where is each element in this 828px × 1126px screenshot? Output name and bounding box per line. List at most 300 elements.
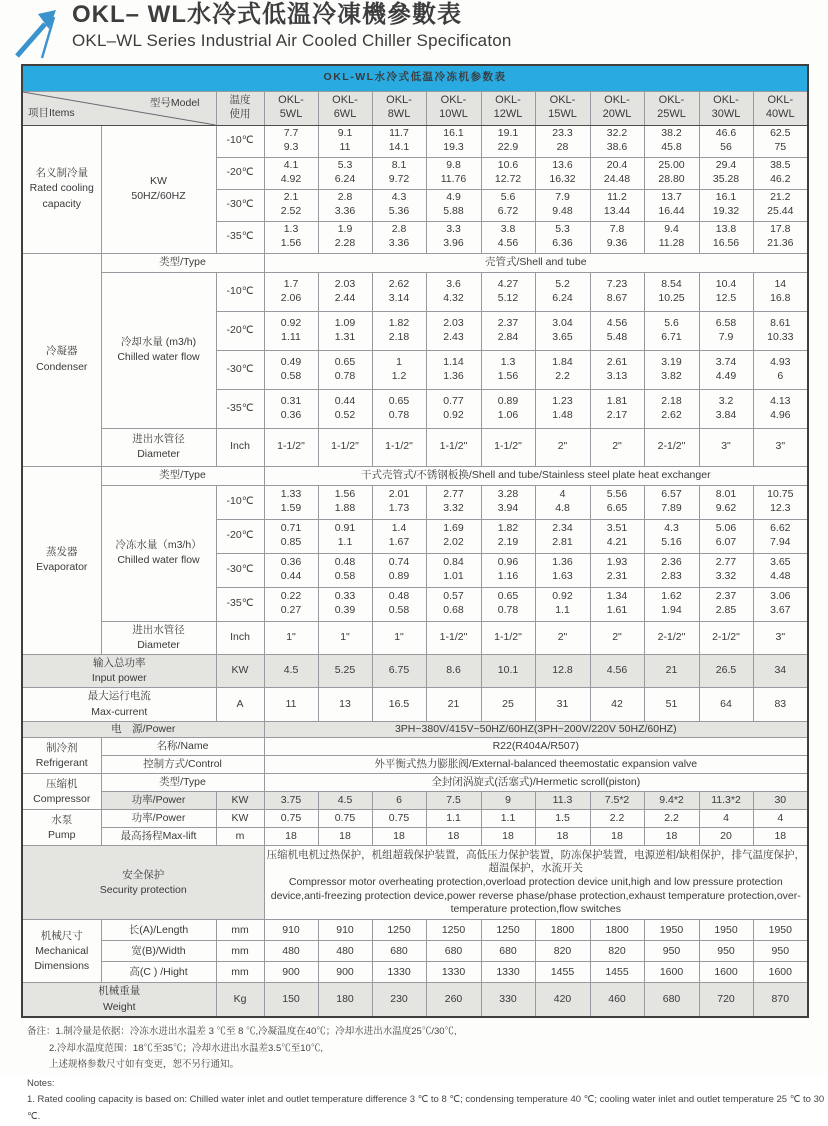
condenser-flow-cell: 3.6 4.32 [426, 272, 481, 311]
pump-power-label: 功率/Power [101, 810, 216, 828]
temp-label: -10℃ [216, 125, 264, 157]
evaporator-flow-cell: 2.77 3.32 [699, 553, 753, 587]
evaporator-flow-cell: 5.06 6.07 [699, 519, 753, 553]
pump-lift-cell: 18 [372, 828, 426, 846]
condenser-flow-cell: 0.44 0.52 [318, 389, 372, 428]
capacity-cell: 21.2 25.44 [753, 189, 808, 221]
capacity-cell: 16.1 19.3 [426, 125, 481, 157]
footnotes [27, 1024, 828, 1126]
condenser-flow-cell: 1.3 1.56 [481, 350, 535, 389]
spec-table [21, 64, 809, 1018]
diameter-cell: 2" [535, 621, 590, 654]
evaporator-flow-cell: 0.57 0.68 [426, 587, 481, 621]
compressor-type-value: 全封闭涡旋式(活塞式)/Hermetic scroll(piston) [264, 774, 808, 792]
condenser-flow-cell: 2.37 2.84 [481, 311, 535, 350]
input-power-cell: 6.75 [372, 654, 426, 687]
capacity-cell: 13.7 16.44 [644, 189, 699, 221]
model-header-cell: OKL- 30WL [699, 91, 753, 125]
pump-power-cell: 2.2 [590, 810, 644, 828]
dimension-cell: 900 [264, 962, 318, 983]
dimension-cell: 820 [590, 941, 644, 962]
condenser-flow-cell: 4.56 5.48 [590, 311, 644, 350]
diameter-cell: 1-1/2" [372, 428, 426, 466]
condenser-flow-cell: 5.2 6.24 [535, 272, 590, 311]
weight-cell: 180 [318, 983, 372, 1017]
refrigerant-name-value: R22(R404A/R507) [264, 738, 808, 756]
dimension-cell: 680 [372, 941, 426, 962]
dimension-cell: 1800 [590, 920, 644, 941]
max-current-cell: 31 [535, 688, 590, 721]
capacity-cell: 5.6 6.72 [481, 189, 535, 221]
unit-label: KW [216, 810, 264, 828]
dimension-cell: 1455 [535, 962, 590, 983]
condenser-flow-cell: 4.27 5.12 [481, 272, 535, 311]
diameter-cell: 2" [535, 428, 590, 466]
temp-label: -35℃ [216, 389, 264, 428]
max-current-cell: 16.5 [372, 688, 426, 721]
pump-power-cell: 4 [753, 810, 808, 828]
pump-power-cell: 1.5 [535, 810, 590, 828]
weight-label: 机械重量 Weight [22, 983, 216, 1017]
evaporator-flow-cell: 1.69 2.02 [426, 519, 481, 553]
weight-cell: 420 [535, 983, 590, 1017]
capacity-cell: 2.1 2.52 [264, 189, 318, 221]
items-label: 项目Items [28, 106, 75, 119]
capacity-cell: 3.3 3.96 [426, 221, 481, 253]
input-power-cell: 5.25 [318, 654, 372, 687]
input-power-cell: 21 [644, 654, 699, 687]
capacity-cell: 4.3 5.36 [372, 189, 426, 221]
model-header-cell: OKL- 5WL [264, 91, 318, 125]
evaporator-flow-cell: 2.34 2.81 [535, 519, 590, 553]
capacity-cell: 32.2 38.6 [590, 125, 644, 157]
evaporator-flow-cell: 3.28 3.94 [481, 485, 535, 519]
condenser-flow-cell: 7.23 8.67 [590, 272, 644, 311]
condenser-flow-cell: 0.49 0.58 [264, 350, 318, 389]
weight-cell: 260 [426, 983, 481, 1017]
evaporator-flow-cell: 0.91 1.1 [318, 519, 372, 553]
condenser-diameter-label: 进出水管径 Diameter [101, 428, 216, 466]
power-supply-label: 电 源/Power [22, 721, 264, 738]
temp-label: -20℃ [216, 311, 264, 350]
dimensions-label: 机械尺寸 Mechanical Dimensions [22, 920, 101, 983]
condenser-type-value: 壳管式/Shell and tube [264, 253, 808, 272]
rated-cooling-label: 名义制冷量 Rated cooling capacity [22, 125, 101, 253]
evaporator-flow-cell: 6.62 7.94 [753, 519, 808, 553]
condenser-flow-cell: 10.4 12.5 [699, 272, 753, 311]
evaporator-type-value: 干式壳管式/不锈钢板换/Shell and tube/Stainless steel plate heat exchanger [264, 466, 808, 485]
capacity-cell: 62.5 75 [753, 125, 808, 157]
pump-lift-cell: 18 [481, 828, 535, 846]
condenser-flow-label: 冷却水量 (m3/h) Chilled water flow [101, 272, 216, 428]
pump-power-cell: 2.2 [644, 810, 699, 828]
dimension-cell: 1330 [426, 962, 481, 983]
capacity-cell: 7.7 9.3 [264, 125, 318, 157]
condenser-type-label: 类型/Type [101, 253, 264, 272]
condenser-flow-cell: 2.03 2.43 [426, 311, 481, 350]
compressor-type-label: 类型/Type [101, 774, 264, 792]
unit-label: KW [216, 792, 264, 810]
note-zh-1: 备注：1.制冷量是依据：冷冻水进出水温差 3 ℃至 8 ℃,冷凝温度在40℃；冷却水进出水温度25℃/30℃, [27, 1025, 457, 1037]
notes-title: Notes: [27, 1077, 55, 1089]
brand-arrow-logo-icon [13, 5, 59, 59]
evaporator-flow-cell: 1.33 1.59 [264, 485, 318, 519]
capacity-cell: 13.6 16.32 [535, 157, 590, 189]
model-header-cell: OKL- 15WL [535, 91, 590, 125]
dimension-cell: 820 [535, 941, 590, 962]
temp-label: -10℃ [216, 485, 264, 519]
capacity-cell: 10.6 12.72 [481, 157, 535, 189]
condenser-flow-cell: 8.54 10.25 [644, 272, 699, 311]
capacity-cell: 1.9 2.28 [318, 221, 372, 253]
model-header-cell: OKL- 8WL [372, 91, 426, 125]
condenser-flow-cell: 2.03 2.44 [318, 272, 372, 311]
table-banner-title: OKL-WL水冷式低温冷冻机参数表 [22, 65, 808, 91]
max-current-cell: 42 [590, 688, 644, 721]
weight-cell: 460 [590, 983, 644, 1017]
temp-label: -35℃ [216, 221, 264, 253]
length-label: 长(A)/Length [101, 920, 216, 941]
dimension-cell: 480 [318, 941, 372, 962]
evaporator-flow-cell: 0.71 0.85 [264, 519, 318, 553]
pump-power-cell: 0.75 [264, 810, 318, 828]
condenser-flow-cell: 0.89 1.06 [481, 389, 535, 428]
unit-label: KW [216, 654, 264, 687]
diameter-cell: 1" [318, 621, 372, 654]
condenser-flow-cell: 4.93 6 [753, 350, 808, 389]
diameter-cell: 1" [372, 621, 426, 654]
condenser-flow-cell: 6.58 7.9 [699, 311, 753, 350]
pump-lift-cell: 20 [699, 828, 753, 846]
model-label: 型号Model [149, 96, 200, 109]
condenser-flow-cell: 3.2 3.84 [699, 389, 753, 428]
note-zh-3: 上述规格参数尺寸如有变更，恕不另行通知。 [49, 1059, 240, 1071]
evaporator-flow-cell: 0.65 0.78 [481, 587, 535, 621]
dimension-cell: 950 [753, 941, 808, 962]
evaporator-flow-cell: 5.56 6.65 [590, 485, 644, 519]
model-header-cell: OKL- 10WL [426, 91, 481, 125]
condenser-flow-cell: 2.61 3.13 [590, 350, 644, 389]
evaporator-flow-cell: 1.62 1.94 [644, 587, 699, 621]
security-protection-text: 压缩机电机过热保护，机组超载保护装置，高低压力保护装置，防冻保护装置，电源逆相/缺相保护，排气温度保护，超温保护，水流开关 Compressor motor overheating protection,overload protection device unit,high and low pressure protection device,anti-freezing protection device,power reverse phase/phase protection,exhaust temperature protection,over-temperature protection,flow switches [264, 846, 808, 920]
capacity-cell: 11.7 14.1 [372, 125, 426, 157]
temp-label: -20℃ [216, 157, 264, 189]
evaporator-flow-cell: 0.96 1.16 [481, 553, 535, 587]
temp-label: -20℃ [216, 519, 264, 553]
note-zh-2: 2.冷却水温度范围：18℃至35℃；冷却水进出水温差3.5℃至10℃, [49, 1042, 323, 1054]
input-power-cell: 4.56 [590, 654, 644, 687]
evaporator-flow-cell: 4 4.8 [535, 485, 590, 519]
compressor-power-cell: 9 [481, 792, 535, 810]
capacity-cell: 19.1 22.9 [481, 125, 535, 157]
diameter-cell: 1-1/2" [264, 428, 318, 466]
page-titles [72, 2, 512, 51]
dimension-cell: 680 [481, 941, 535, 962]
dimension-cell: 950 [699, 941, 753, 962]
page-header [0, 0, 828, 64]
condenser-flow-cell: 1.82 2.18 [372, 311, 426, 350]
pump-lift-cell: 18 [644, 828, 699, 846]
input-power-cell: 8.6 [426, 654, 481, 687]
weight-cell: 230 [372, 983, 426, 1017]
compressor-power-cell: 9.4*2 [644, 792, 699, 810]
pump-lift-cell: 18 [426, 828, 481, 846]
pump-lift-cell: 18 [535, 828, 590, 846]
dimension-cell: 480 [264, 941, 318, 962]
refrigerant-label: 制冷剂 Refrigerant [22, 738, 101, 774]
temp-use-header: 温度 使用 [216, 91, 264, 125]
dimension-cell: 1330 [481, 962, 535, 983]
capacity-cell: 2.8 3.36 [318, 189, 372, 221]
rated-cooling-unit: KW 50HZ/60HZ [101, 125, 216, 253]
evaporator-flow-cell: 1.4 1.67 [372, 519, 426, 553]
unit-label: mm [216, 941, 264, 962]
evaporator-flow-cell: 1.36 1.63 [535, 553, 590, 587]
evaporator-flow-cell: 0.74 0.89 [372, 553, 426, 587]
compressor-power-cell: 3.75 [264, 792, 318, 810]
condenser-flow-cell: 5.6 6.71 [644, 311, 699, 350]
diameter-cell: 1-1/2" [481, 428, 535, 466]
pump-label: 水泵 Pump [22, 810, 101, 846]
refrigerant-name-label: 名称/Name [101, 738, 264, 756]
capacity-cell: 23.3 28 [535, 125, 590, 157]
capacity-cell: 11.2 13.44 [590, 189, 644, 221]
condenser-flow-cell: 1.14 1.36 [426, 350, 481, 389]
input-power-label: 输入总功率 Input power [22, 654, 216, 687]
capacity-cell: 38.2 45.8 [644, 125, 699, 157]
evaporator-flow-cell: 0.48 0.58 [318, 553, 372, 587]
evaporator-flow-cell: 1.56 1.88 [318, 485, 372, 519]
temp-label: -10℃ [216, 272, 264, 311]
capacity-cell: 4.9 5.88 [426, 189, 481, 221]
condenser-flow-cell: 14 16.8 [753, 272, 808, 311]
dimension-cell: 900 [318, 962, 372, 983]
unit-label: m [216, 828, 264, 846]
page-subtitle: OKL–WL Series Industrial Air Cooled Chiller Specificaton [72, 31, 512, 51]
diameter-cell: 1-1/2" [426, 621, 481, 654]
evaporator-flow-cell: 1.93 2.31 [590, 553, 644, 587]
capacity-cell: 2.8 3.36 [372, 221, 426, 253]
capacity-cell: 5.3 6.36 [535, 221, 590, 253]
temp-label: -30℃ [216, 350, 264, 389]
condenser-flow-cell: 4.13 4.96 [753, 389, 808, 428]
condenser-flow-cell: 1.23 1.48 [535, 389, 590, 428]
pump-power-cell: 4 [699, 810, 753, 828]
pump-lift-cell: 18 [264, 828, 318, 846]
compressor-label: 压缩机 Compressor [22, 774, 101, 810]
weight-cell: 720 [699, 983, 753, 1017]
input-power-cell: 4.5 [264, 654, 318, 687]
model-header-cell: OKL- 6WL [318, 91, 372, 125]
capacity-cell: 13.8 16.56 [699, 221, 753, 253]
capacity-cell: 9.1 11 [318, 125, 372, 157]
evaporator-type-label: 类型/Type [101, 466, 264, 485]
condenser-flow-cell: 0.31 0.36 [264, 389, 318, 428]
weight-cell: 680 [644, 983, 699, 1017]
input-power-cell: 12.8 [535, 654, 590, 687]
evaporator-flow-cell: 0.84 1.01 [426, 553, 481, 587]
capacity-cell: 7.8 9.36 [590, 221, 644, 253]
height-label: 高(C ) /Hight [101, 962, 216, 983]
note-en-1: 1. Rated cooling capacity is based on: Chilled water inlet and outlet temperature difference 3 ℃ to 8 ℃; condensing temperature 40 ℃; cooling water inlet and outlet temperature 25 ℃ to 30 ℃. [27, 1094, 825, 1123]
unit-label: A [216, 688, 264, 721]
diameter-cell: 3" [753, 621, 808, 654]
capacity-cell: 20.4 24.48 [590, 157, 644, 189]
temp-label: -35℃ [216, 587, 264, 621]
pump-power-cell: 0.75 [318, 810, 372, 828]
model-header-cell: OKL- 40WL [753, 91, 808, 125]
capacity-cell: 4.1 4.92 [264, 157, 318, 189]
capacity-cell: 8.1 9.72 [372, 157, 426, 189]
dimension-cell: 950 [644, 941, 699, 962]
pump-power-cell: 1.1 [481, 810, 535, 828]
capacity-cell: 25.00 28.80 [644, 157, 699, 189]
compressor-power-cell: 4.5 [318, 792, 372, 810]
weight-cell: 330 [481, 983, 535, 1017]
pump-lift-label: 最高扬程Max-lift [101, 828, 216, 846]
condenser-flow-cell: 0.77 0.92 [426, 389, 481, 428]
evaporator-flow-cell: 0.33 0.39 [318, 587, 372, 621]
dimension-cell: 1455 [590, 962, 644, 983]
dimension-cell: 1600 [699, 962, 753, 983]
model-header-cell: OKL- 20WL [590, 91, 644, 125]
compressor-power-cell: 6 [372, 792, 426, 810]
evaporator-flow-cell: 2.77 3.32 [426, 485, 481, 519]
condenser-flow-cell: 0.65 0.78 [372, 389, 426, 428]
model-header-cell: OKL- 12WL [481, 91, 535, 125]
condenser-flow-cell: 2.18 2.62 [644, 389, 699, 428]
refrigerant-control-label: 控制方式/Control [101, 756, 264, 774]
capacity-cell: 9.4 11.28 [644, 221, 699, 253]
input-power-cell: 26.5 [699, 654, 753, 687]
condenser-flow-cell: 1.81 2.17 [590, 389, 644, 428]
capacity-cell: 7.9 9.48 [535, 189, 590, 221]
evaporator-flow-cell: 1.34 1.61 [590, 587, 644, 621]
condenser-label: 冷凝器 Condenser [22, 253, 101, 466]
diameter-cell: 3" [753, 428, 808, 466]
temp-label: -30℃ [216, 189, 264, 221]
max-current-cell: 13 [318, 688, 372, 721]
compressor-power-cell: 11.3 [535, 792, 590, 810]
dimension-cell: 1250 [426, 920, 481, 941]
pump-lift-cell: 18 [590, 828, 644, 846]
evaporator-flow-cell: 3.65 4.48 [753, 553, 808, 587]
unit-label: Inch [216, 428, 264, 466]
evaporator-flow-label: 冷冻水量（m3/h） Chilled water flow [101, 485, 216, 621]
condenser-flow-cell: 8.61 10.33 [753, 311, 808, 350]
evaporator-flow-cell: 2.36 2.83 [644, 553, 699, 587]
page-title: OKL– WL水冷式低溫冷凍機參數表 [72, 1, 462, 28]
condenser-flow-cell: 1.7 2.06 [264, 272, 318, 311]
dimension-cell: 1950 [753, 920, 808, 941]
compressor-power-cell: 30 [753, 792, 808, 810]
condenser-flow-cell: 2.62 3.14 [372, 272, 426, 311]
dimension-cell: 1600 [753, 962, 808, 983]
evaporator-flow-cell: 2.37 2.85 [699, 587, 753, 621]
unit-label: Kg [216, 983, 264, 1017]
weight-cell: 870 [753, 983, 808, 1017]
max-current-label: 最大运行电流 Max-current [22, 688, 216, 721]
max-current-cell: 64 [699, 688, 753, 721]
capacity-cell: 3.8 4.56 [481, 221, 535, 253]
width-label: 宽(B)/Width [101, 941, 216, 962]
dimension-cell: 910 [318, 920, 372, 941]
evaporator-flow-cell: 0.36 0.44 [264, 553, 318, 587]
pump-lift-cell: 18 [753, 828, 808, 846]
dimension-cell: 1330 [372, 962, 426, 983]
compressor-power-cell: 7.5 [426, 792, 481, 810]
diameter-cell: 1-1/2" [318, 428, 372, 466]
unit-label: Inch [216, 621, 264, 654]
capacity-cell: 5.3 6.24 [318, 157, 372, 189]
dimension-cell: 1800 [535, 920, 590, 941]
max-current-cell: 11 [264, 688, 318, 721]
compressor-power-label: 功率/Power [101, 792, 216, 810]
diameter-cell: 1-1/2" [426, 428, 481, 466]
evaporator-flow-cell: 3.51 4.21 [590, 519, 644, 553]
pump-power-cell: 0.75 [372, 810, 426, 828]
dimension-cell: 680 [426, 941, 481, 962]
evaporator-flow-cell: 8.01 9.62 [699, 485, 753, 519]
capacity-cell: 16.1 19.32 [699, 189, 753, 221]
max-current-cell: 51 [644, 688, 699, 721]
temp-label: -30℃ [216, 553, 264, 587]
condenser-flow-cell: 0.92 1.11 [264, 311, 318, 350]
max-current-cell: 83 [753, 688, 808, 721]
capacity-cell: 17.8 21.36 [753, 221, 808, 253]
unit-label: mm [216, 962, 264, 983]
evaporator-flow-cell: 2.01 1.73 [372, 485, 426, 519]
capacity-cell: 46.6 56 [699, 125, 753, 157]
weight-cell: 150 [264, 983, 318, 1017]
dimension-cell: 910 [264, 920, 318, 941]
dimension-cell: 1950 [699, 920, 753, 941]
refrigerant-control-value: 外平衡式热力膨胀阀/External-balanced theemostatic expansion valve [264, 756, 808, 774]
diameter-cell: 1-1/2" [481, 621, 535, 654]
diameter-cell: 2-1/2" [644, 428, 699, 466]
dimension-cell: 1250 [481, 920, 535, 941]
condenser-flow-cell: 1.84 2.2 [535, 350, 590, 389]
pump-power-cell: 1.1 [426, 810, 481, 828]
evaporator-flow-cell: 0.22 0.27 [264, 587, 318, 621]
input-power-cell: 10.1 [481, 654, 535, 687]
condenser-flow-cell: 0.65 0.78 [318, 350, 372, 389]
diameter-cell: 2-1/2" [699, 621, 753, 654]
capacity-cell: 38.5 46.2 [753, 157, 808, 189]
evaporator-flow-cell: 0.48 0.58 [372, 587, 426, 621]
max-current-cell: 21 [426, 688, 481, 721]
diameter-cell: 2-1/2" [644, 621, 699, 654]
pump-lift-cell: 18 [318, 828, 372, 846]
evaporator-flow-cell: 0.92 1.1 [535, 587, 590, 621]
model-header-cell: OKL- 25WL [644, 91, 699, 125]
evaporator-flow-cell: 4.3 5.16 [644, 519, 699, 553]
condenser-flow-cell: 3.19 3.82 [644, 350, 699, 389]
power-supply-value: 3PH~380V/415V~50HZ/60HZ(3PH~200V/220V 50HZ/60HZ) [264, 721, 808, 738]
evaporator-diameter-label: 进出水管径 Diameter [101, 621, 216, 654]
evaporator-flow-cell: 6.57 7.89 [644, 485, 699, 519]
diameter-cell: 1" [264, 621, 318, 654]
condenser-flow-cell: 1 1.2 [372, 350, 426, 389]
diameter-cell: 3" [699, 428, 753, 466]
max-current-cell: 25 [481, 688, 535, 721]
evaporator-flow-cell: 10.75 12.3 [753, 485, 808, 519]
compressor-power-cell: 11.3*2 [699, 792, 753, 810]
dimension-cell: 1950 [644, 920, 699, 941]
condenser-flow-cell: 3.74 4.49 [699, 350, 753, 389]
dimension-cell: 1600 [644, 962, 699, 983]
items-model-header [22, 91, 216, 125]
